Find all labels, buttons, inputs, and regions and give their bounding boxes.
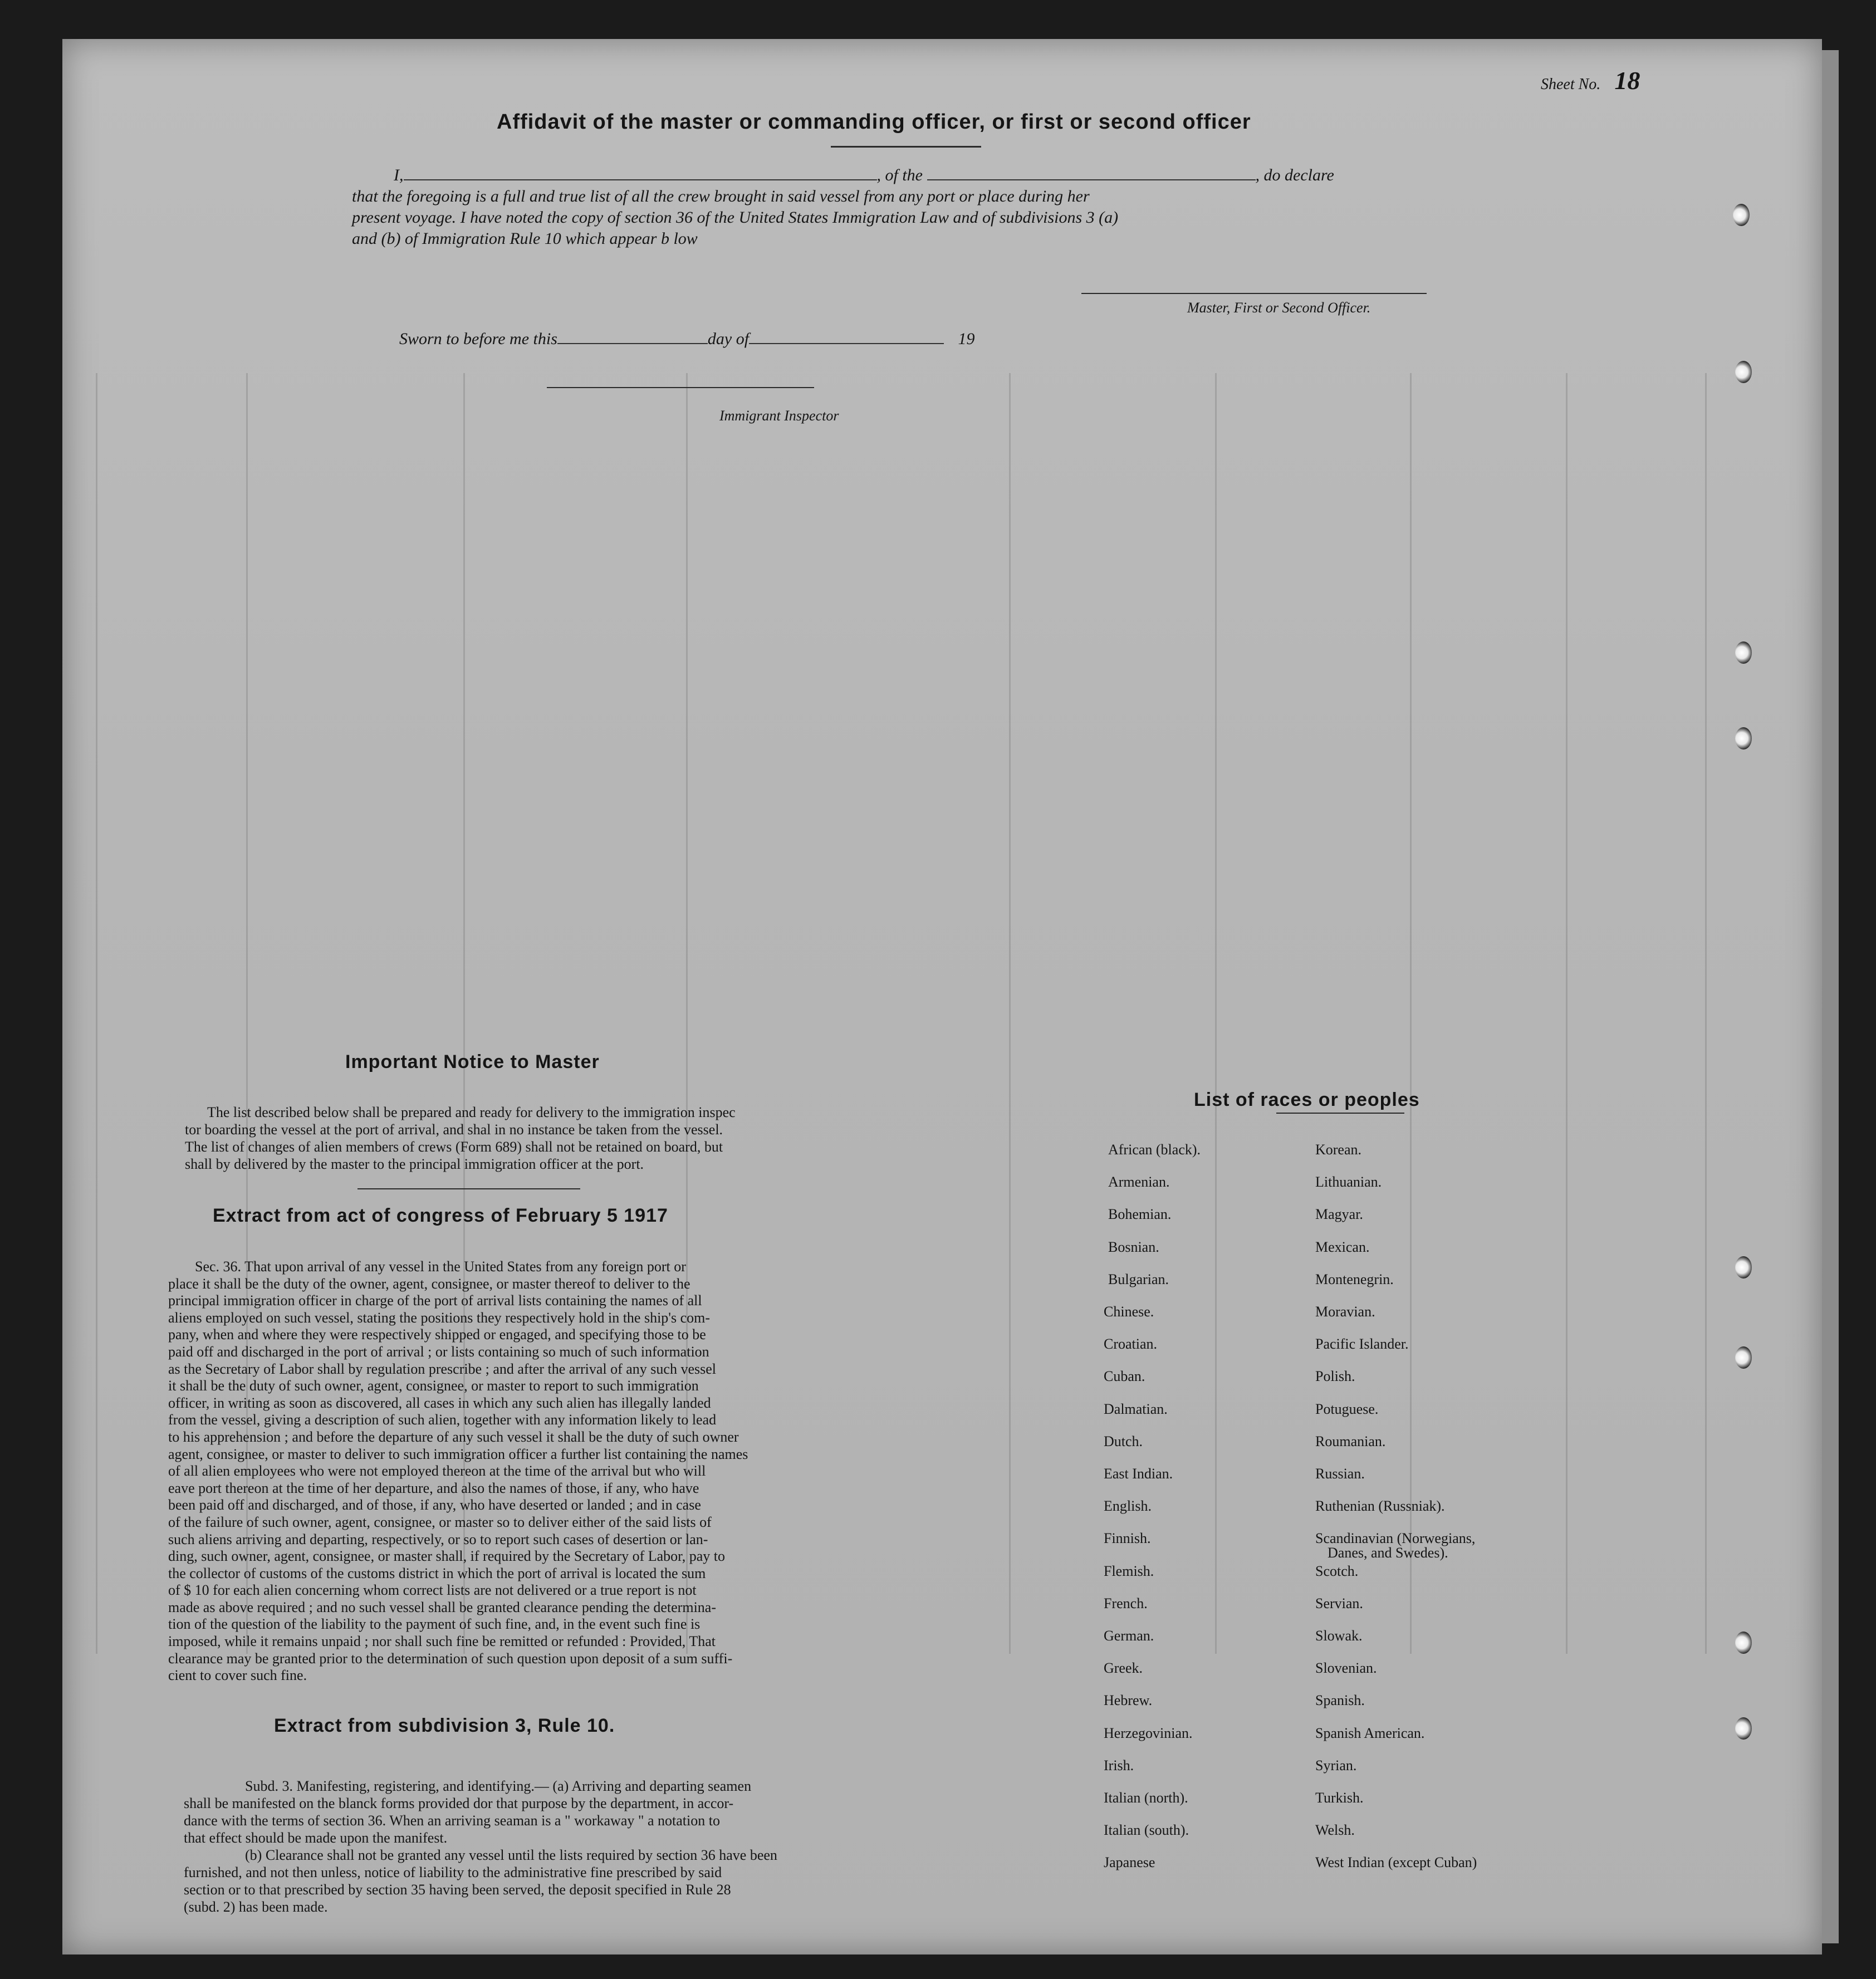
race-item: Italian (south).: [1104, 1822, 1189, 1839]
race-item: Polish.: [1315, 1368, 1355, 1385]
extract-act-title: Extract from act of congress of February 5 1917: [213, 1205, 668, 1226]
sworn-text: Sworn to before me this: [399, 330, 557, 348]
sheet-number-block: [1541, 66, 1640, 95]
punch-hole: [1735, 1256, 1752, 1278]
sec36-line: imposed, while it remains unpaid ; nor shall such fine be remitted or refunded : Provided, That: [168, 1633, 716, 1650]
race-item: Syrian.: [1315, 1757, 1357, 1774]
sec36-line: tion of the question of the liability to the payment of such fine, and, in the event such fine is: [168, 1616, 701, 1633]
punch-hole: [1735, 1632, 1752, 1654]
rule10-line: dance with the terms of section 36. When an arriving seaman is a " workaway " a notation to: [184, 1813, 720, 1829]
rule10-line: Subd. 3. Manifesting, registering, and identifying.— (a) Arriving and departing seamen: [245, 1778, 752, 1794]
race-item: Italian (north).: [1104, 1790, 1188, 1806]
page-edge: [1822, 50, 1839, 1943]
vessel-name-blank: [927, 179, 1256, 180]
sec36-line: it shall be the duty of such owner, agent, consignee, or master to report to such immigration: [168, 1378, 699, 1394]
inspector-label: Immigrant Inspector: [719, 408, 839, 424]
race-item: Scandinavian (Norwegians,: [1315, 1530, 1476, 1547]
race-item: Montenegrin.: [1315, 1271, 1394, 1287]
race-item: Bulgarian.: [1108, 1271, 1169, 1287]
punch-hole: [1735, 361, 1752, 383]
race-item: Dutch.: [1104, 1433, 1143, 1449]
race-item: Moravian.: [1315, 1304, 1375, 1320]
race-item: Japanese: [1104, 1854, 1155, 1871]
race-item: Greek.: [1104, 1660, 1143, 1677]
race-item: Servian.: [1315, 1595, 1363, 1611]
inspector-signature-line: [547, 387, 814, 388]
punch-hole: [1735, 641, 1752, 664]
document-page: [62, 39, 1822, 1954]
race-item: Slovenian.: [1315, 1660, 1377, 1677]
sec36-line: paid off and discharged in the port of arrival ; or lists containing so much of such information: [168, 1343, 709, 1360]
sworn-day-blank: [557, 343, 708, 344]
sec36-line: as the Secretary of Labor shall by regulation prescribe ; and after the arrival of any such vessel: [168, 1360, 717, 1377]
sec36-line: clearance may be granted prior to the determination of such question upon deposit of a sum suffi-: [168, 1650, 733, 1667]
race-item: German.: [1104, 1628, 1154, 1644]
affidavit-line-1: [394, 165, 1334, 186]
notice-line: shall by delivered by the master to the principal immigration officer at the port.: [185, 1156, 644, 1172]
punch-hole: [1733, 204, 1750, 226]
sec36-line: principal immigration officer in charge of the port of arrival lists containing the names of all: [168, 1292, 702, 1309]
punch-hole: [1735, 1346, 1752, 1369]
sheet-label: Sheet No.: [1541, 76, 1601, 93]
affidavit-of-the: , of the: [876, 166, 923, 184]
sec36-line: aliens employed on such vessel, stating the positions they respectively hold in the ship's com-: [168, 1309, 711, 1326]
punch-hole: [1735, 727, 1752, 750]
race-item: Welsh.: [1315, 1822, 1355, 1839]
race-item: Bosnian.: [1108, 1238, 1159, 1255]
race-item: Lithuanian.: [1315, 1174, 1382, 1191]
sec36-line: Sec. 36. That upon arrival of any vessel in the United States from any foreign port or: [195, 1258, 686, 1275]
sec36-line: officer, in writing as soon as discovered, all cases in which any such alien has illegally landed: [168, 1394, 711, 1411]
rule10-line: section or to that prescribed by section 35 having been served, the deposit specified in Rule 28: [184, 1882, 731, 1898]
race-item: Roumanian.: [1315, 1433, 1386, 1449]
race-item: Irish.: [1104, 1757, 1134, 1774]
sec36-line: from the vessel, giving a description of such alien, together with any information likely to lead: [168, 1412, 717, 1428]
day-of-text: day of: [707, 330, 750, 348]
sworn-line: [399, 329, 975, 350]
extract-rule-title: Extract from subdivision 3, Rule 10.: [274, 1715, 615, 1736]
affidavit-line-3: present voyage. I have noted the copy of section 36 of the United States Immigration Law and of subdivisions 3 (a): [352, 208, 1119, 227]
sheet-number: 18: [1614, 66, 1640, 95]
race-item: Russian.: [1315, 1466, 1365, 1482]
race-item: English.: [1104, 1498, 1152, 1515]
race-item: Spanish.: [1315, 1692, 1365, 1709]
affidavit-line-2: that the foregoing is a full and true list of all the crew brought in said vessel from any port or place during her: [352, 187, 1090, 205]
notice-line: The list of changes of alien members of crews (Form 689) shall not be retained on board, but: [185, 1139, 723, 1155]
sec36-line: place it shall be the duty of the owner, agent, consignee, or master thereof to deliver to the: [168, 1275, 690, 1292]
race-item: Herzegovinian.: [1104, 1725, 1193, 1741]
sec36-line: ding, such owner, agent, consignee, or master shall, if required by the Secretary of Labor, pay to: [168, 1548, 726, 1565]
race-item: French.: [1104, 1595, 1148, 1611]
race-item: Potuguese.: [1315, 1400, 1379, 1417]
affidavit-rule: [831, 146, 981, 148]
sec36-line: of all alien employees who were not employed thereon at the time of the arrival but who will: [168, 1463, 706, 1480]
race-item: West Indian (except Cuban): [1315, 1854, 1477, 1871]
race-item: Pacific Islander.: [1315, 1336, 1409, 1353]
race-item: Scotch.: [1315, 1562, 1359, 1579]
race-item: Spanish American.: [1315, 1725, 1425, 1741]
rule10-line: that effect should be made upon the manifest.: [184, 1830, 448, 1846]
race-item: Armenian.: [1108, 1174, 1170, 1191]
race-item: East Indian.: [1104, 1466, 1173, 1482]
race-item: Chinese.: [1104, 1304, 1154, 1320]
notice-line: tor boarding the vessel at the port of arrival, and shal in no instance be taken from the vessel.: [185, 1121, 723, 1138]
race-item: African (black).: [1108, 1142, 1201, 1158]
master-name-blank: [404, 179, 877, 180]
races-title-underline: [1276, 1113, 1404, 1114]
sec36-line: eave port thereon at the time of her departure, and also the names of those, if any, who have: [168, 1480, 699, 1496]
rule-10-text: [184, 1777, 813, 1916]
race-item: Mexican.: [1315, 1238, 1370, 1255]
sec36-line: such aliens arriving and departing, respectively, or so to report such cases of desertion or lan-: [168, 1531, 708, 1547]
punch-hole: [1735, 1717, 1752, 1740]
master-label: Master, First or Second Officer.: [1187, 300, 1371, 316]
rule10-line: (subd. 2) has been made.: [184, 1899, 328, 1915]
race-item: Turkish.: [1315, 1790, 1364, 1806]
master-signature-line: [1081, 293, 1427, 294]
rule10-line: furnished, and not then unless, notice of liability to the administrative fine prescribed by said: [184, 1864, 722, 1880]
races-title: List of races or peoples: [1194, 1089, 1420, 1110]
race-item: Flemish.: [1104, 1562, 1154, 1579]
rule10-line: (b) Clearance shall not be granted any vessel until the lists required by section 36 have been: [245, 1847, 777, 1863]
notice-body: [185, 1104, 814, 1173]
section-36-text: [168, 1258, 803, 1684]
sec36-line: cient to cover such fine.: [168, 1667, 307, 1684]
rule10-line: shall be manifested on the blanck forms provided dor that purpose by the department, in accor-: [184, 1795, 734, 1811]
sec36-line: the collector of customs of the customs district in which the port of arrival is located the sum: [168, 1565, 706, 1581]
year-prefix: 19: [958, 330, 975, 348]
sec36-line: made as above required ; and no such vessel shall be granted clearance pending the determina-: [168, 1599, 716, 1615]
affidavit-line-4: and (b) of Immigration Rule 10 which appear b low: [352, 229, 698, 248]
affidavit-declare: , do declare: [1255, 166, 1334, 184]
sec36-line: agent, consignee, or master to deliver to such immigration officer a further list containing the names: [168, 1446, 748, 1462]
race-item: Korean.: [1315, 1142, 1362, 1158]
sec36-line: to his apprehension ; and before the departure of any such vessel it shall be the duty of such owner: [168, 1428, 739, 1445]
race-item: Bohemian.: [1108, 1206, 1172, 1223]
race-item: Ruthenian (Russniak).: [1315, 1498, 1445, 1515]
race-item: Danes, and Swedes).: [1328, 1545, 1448, 1561]
affidavit-title: Affidavit of the master or commanding officer, or first or second officer: [497, 110, 1251, 134]
sworn-month-blank: [749, 343, 944, 344]
race-item: Hebrew.: [1104, 1692, 1153, 1709]
sec36-line: of the failure of such owner, agent, consignee, or master so to deliver either of the said lists of: [168, 1513, 712, 1530]
sec36-line: pany, when and where they were respectively shipped or engaged, and specifying those to be: [168, 1326, 706, 1343]
notice-line: The list described below shall be prepared and ready for delivery to the immigration inspec: [207, 1104, 736, 1120]
sec36-line: been paid off and discharged, and of those, if any, who have deserted or landed ; and in case: [168, 1497, 701, 1513]
notice-title: Important Notice to Master: [345, 1051, 600, 1072]
race-item: Slowak.: [1315, 1628, 1363, 1644]
race-item: Finnish.: [1104, 1530, 1151, 1547]
race-item: Magyar.: [1315, 1206, 1363, 1223]
affidavit-i: I,: [394, 166, 404, 184]
notice-rule: [357, 1188, 580, 1189]
race-item: Dalmatian.: [1104, 1400, 1168, 1417]
sec36-line: of $ 10 for each alien concerning whom correct lists are not delivered or a true report is not: [168, 1582, 697, 1599]
race-item: Cuban.: [1104, 1368, 1145, 1385]
race-item: Croatian.: [1104, 1336, 1158, 1353]
